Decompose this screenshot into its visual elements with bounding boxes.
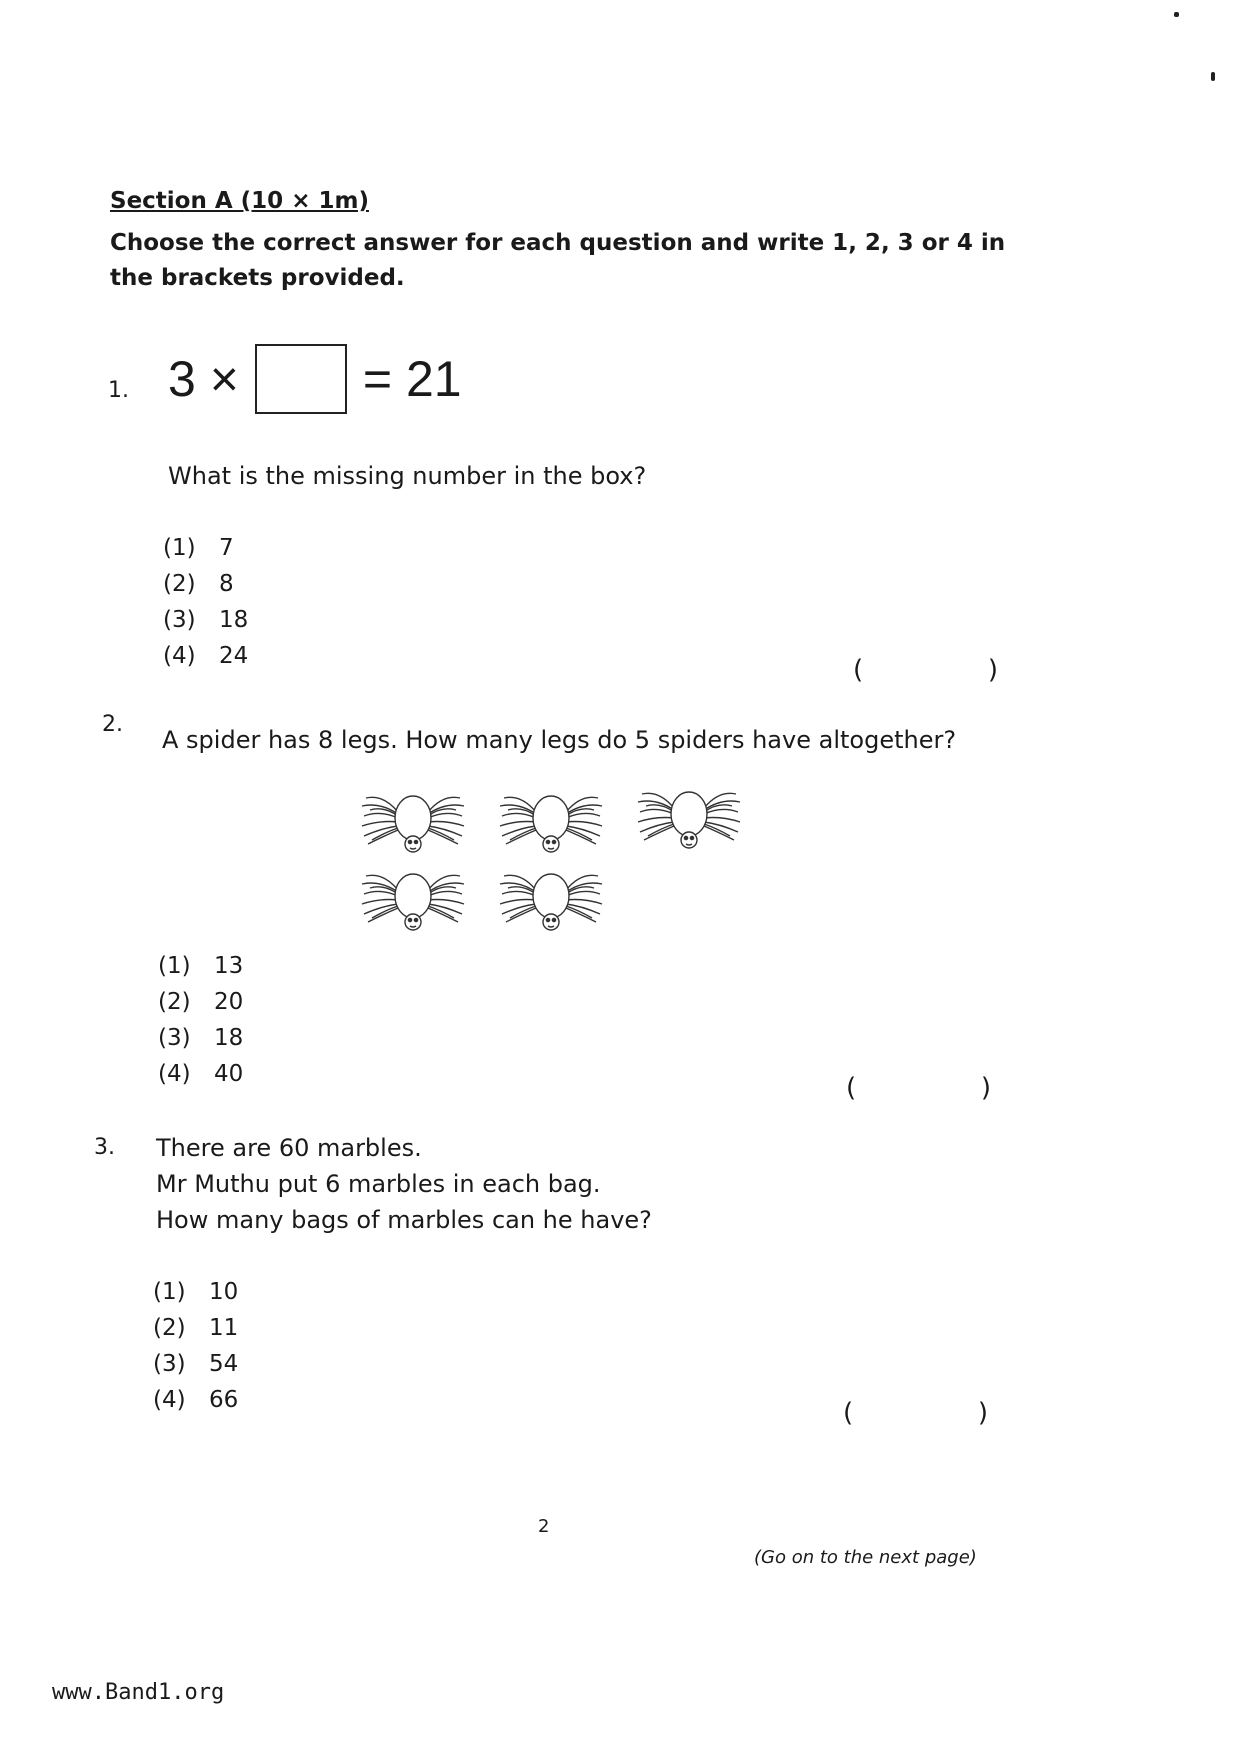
spider-icon xyxy=(358,862,468,938)
question-3-options xyxy=(153,1274,238,1418)
question-2-number: 2. xyxy=(102,712,123,737)
scan-speck xyxy=(1174,12,1179,17)
question-3-number: 3. xyxy=(94,1135,115,1160)
option: (1) 7 xyxy=(163,535,234,561)
equation-left: 3 × xyxy=(168,351,239,407)
question-2-text: A spider has 8 legs. How many legs do 5 spiders have altogether? xyxy=(162,726,957,754)
footer-url[interactable]: www.Band1.org xyxy=(52,1680,225,1705)
spider-icon xyxy=(358,784,468,860)
spider-icon xyxy=(634,780,744,856)
question-2-answer-bracket[interactable]: ( ) xyxy=(846,1073,991,1103)
question-1-answer-bracket[interactable]: ( ) xyxy=(853,655,998,685)
question-3-line: Mr Muthu put 6 marbles in each bag. xyxy=(156,1170,601,1198)
continue-note: (Go on to the next page) xyxy=(754,1547,977,1568)
section-instructions: Choose the correct answer for each question and write 1, 2, 3 or 4 in the brackets provided. xyxy=(110,230,1006,291)
answer-box xyxy=(255,344,347,414)
page-number: 2 xyxy=(538,1516,550,1537)
spider-icon xyxy=(496,862,606,938)
spider-icon xyxy=(496,784,606,860)
question-3-answer-bracket[interactable]: ( ) xyxy=(843,1398,988,1428)
question-3-text xyxy=(156,1130,652,1238)
question-1-equation xyxy=(168,344,462,414)
option: (2) 8 xyxy=(163,571,234,597)
question-3-line: How many bags of marbles can he have? xyxy=(156,1206,652,1234)
option: (3) 18 xyxy=(158,1025,244,1051)
option: (2) 20 xyxy=(158,989,244,1015)
question-1-text: What is the missing number in the box? xyxy=(168,462,647,490)
question-2-options xyxy=(158,948,243,1092)
question-1-number: 1. xyxy=(108,378,129,403)
option: (1) 10 xyxy=(153,1279,239,1305)
question-3-line: There are 60 marbles. xyxy=(156,1134,422,1162)
option: (3) 54 xyxy=(153,1351,239,1377)
option: (4) 66 xyxy=(153,1387,239,1413)
option: (1) 13 xyxy=(158,953,244,979)
option: (4) 40 xyxy=(158,1061,244,1087)
equation-right: = 21 xyxy=(362,351,462,407)
option: (2) 11 xyxy=(153,1315,239,1341)
spider-illustration xyxy=(350,780,750,940)
option: (3) 18 xyxy=(163,607,249,633)
option: (4) 24 xyxy=(163,643,249,669)
section-title: Section A (10 × 1m) xyxy=(110,188,369,214)
question-1-options xyxy=(163,530,248,674)
scan-speck xyxy=(1211,72,1215,81)
